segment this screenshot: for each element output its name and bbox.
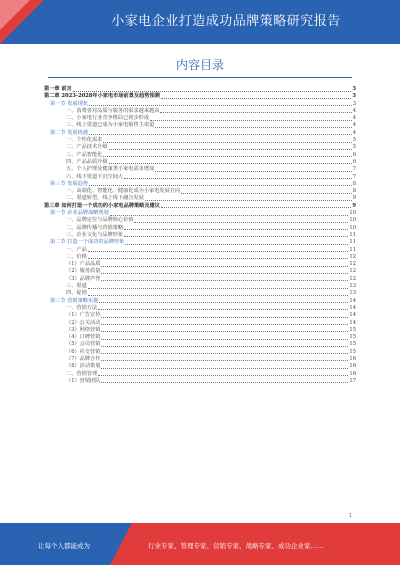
toc-entry-title: 一、个性化需求 [66, 137, 103, 144]
toc-top-rule [48, 77, 352, 78]
toc-leader-dots [101, 324, 348, 325]
toc-leader-dots [101, 353, 348, 354]
toc-entry-page: 15 [349, 341, 356, 348]
toc-entry-page: 3 [352, 86, 356, 92]
toc-leader-dots [98, 375, 348, 376]
toc-entry-page: 14 [349, 312, 356, 319]
toc-entry[interactable] [44, 290, 356, 297]
toc-entry[interactable] [44, 101, 356, 108]
toc-leader-dots [101, 382, 348, 383]
toc-leader-dots [181, 193, 352, 194]
toc-entry[interactable] [44, 166, 356, 173]
toc-leader-dots [101, 280, 348, 281]
toc-leader-dots [88, 258, 349, 259]
toc-leader-dots [101, 317, 348, 318]
toc-entry-page: 11 [349, 246, 356, 253]
toc-entry-title: 二、营销管理 [66, 370, 98, 377]
toc-entry[interactable] [44, 268, 356, 275]
toc-leader-dots [124, 229, 348, 230]
toc-entry-title: 一、营销方法 [66, 304, 98, 311]
toc-entry[interactable] [44, 341, 356, 348]
toc-entry-page: 8 [352, 188, 356, 195]
toc-entry-page: 4 [352, 122, 356, 129]
toc-entry-title: 第三章 如何打造一个成功的小家电品牌策略及建议 [44, 202, 160, 209]
toc-entry-title: （1）广告宣传 [66, 312, 101, 319]
toc-entry[interactable] [44, 130, 356, 137]
footer-slogan-right: 行业专家、管理专家、营销专家、战略专家、成功企业家…… [148, 542, 324, 550]
toc-entry[interactable] [44, 327, 356, 334]
toc-entry-page: 9 [352, 195, 356, 202]
toc-entry[interactable] [44, 298, 356, 305]
toc-entry-title: 第三节 营销策略实施 [50, 297, 99, 304]
toc-entry-title: （2）公关活动 [66, 319, 101, 326]
toc-entry-title: （3）品牌声誉 [66, 275, 101, 282]
toc-entry-title: 四、产品品质升级 [66, 158, 108, 165]
toc-leader-dots [88, 251, 349, 252]
toc-entry-title: 一、消费者对品质与服务的需求越来越高 [66, 107, 160, 114]
toc-entry-title: 第二节 发展机遇 [50, 129, 88, 136]
toc-entry[interactable] [44, 349, 356, 356]
document-title: 小家电企业打造成功品牌策略研究报告 [111, 14, 341, 29]
toc-entry-title: 三、线上渠道已成为小家电销售主渠道 [66, 122, 155, 129]
toc-entry[interactable] [44, 195, 356, 202]
toc-leader-dots [155, 127, 351, 128]
toc-entry-page: 10 [349, 224, 356, 231]
toc-entry-page: 6 [352, 158, 356, 165]
footer-slogan-left: 让每个人都能成为 [38, 542, 90, 550]
toc-entry-title: 第一章 前言 [44, 86, 72, 92]
toc-entry-title: 第一节 发展现状 [50, 100, 88, 107]
toc-leader-dots [161, 207, 351, 208]
table-of-contents [44, 86, 356, 385]
toc-entry-title: 二、渠道转型，线上线下融合发展 [66, 195, 144, 202]
toc-entry-title: 一、产品 [66, 246, 87, 253]
footer-banner [0, 523, 400, 565]
toc-entry-title: 第三节 发展趋势 [50, 180, 88, 187]
toc-entry-page: 14 [349, 304, 356, 311]
toc-entry[interactable] [44, 312, 356, 319]
toc-entry-title: 第二章 2023-2028年小家电市场前景及趋势预测 [44, 93, 160, 100]
toc-leader-dots [101, 273, 348, 274]
toc-leader-dots [88, 295, 349, 296]
toc-entry-page: 10 [349, 210, 356, 217]
toc-entry-title: 二、产品技术升级 [66, 144, 108, 151]
toc-entry-page: 15 [349, 348, 356, 355]
toc-leader-dots [150, 120, 352, 121]
toc-leader-dots [73, 91, 352, 92]
toc-leader-dots [161, 98, 352, 99]
toc-leader-dots [109, 163, 352, 164]
toc-entry-page: 3 [352, 100, 356, 107]
toc-entry-title: （8）活动策划 [66, 363, 101, 370]
toc-entry-title: （1）营销团队 [66, 377, 101, 384]
toc-leader-dots [125, 244, 348, 245]
toc-entry-title: 一、高端化、智能化、健康化成为小家电发展方向 [66, 188, 181, 195]
toc-entry-title: 三、渠道 [66, 283, 87, 290]
toc-entry[interactable] [44, 122, 356, 129]
toc-entry-page: 11 [349, 239, 356, 246]
toc-leader-dots [89, 134, 352, 135]
toc-entry-page: 12 [349, 261, 356, 268]
toc-leader-dots [160, 112, 351, 113]
toc-entry-title: 三、企业文化与品牌形象 [66, 231, 124, 238]
toc-entry-page: 13 [349, 290, 356, 297]
toc-leader-dots [101, 368, 348, 369]
toc-entry-title: （6）社交营销 [66, 348, 101, 355]
toc-entry-page: 14 [349, 319, 356, 326]
toc-entry-title: 第二节 打造一个成功的品牌形象 [50, 239, 125, 246]
toc-leader-dots [101, 360, 348, 361]
toc-entry-page: 7 [352, 173, 356, 180]
toc-entry[interactable] [44, 203, 356, 210]
toc-entry[interactable] [44, 276, 356, 283]
toc-entry-page: 5 [352, 144, 356, 151]
toc-entry-title: 四、促销 [66, 290, 87, 297]
header-accent-highlight [0, 0, 30, 30]
header-banner [0, 0, 400, 44]
toc-leader-dots [101, 346, 348, 347]
toc-entry[interactable] [44, 363, 356, 370]
toc-entry-page: 16 [349, 363, 356, 370]
toc-entry-title: （3）网络营销 [66, 326, 101, 333]
toc-leader-dots [155, 171, 351, 172]
toc-entry-page: 6 [352, 151, 356, 158]
toc-entry-title: 三、产品智能化 [66, 151, 103, 158]
toc-heading: 内容目录 [175, 58, 224, 72]
toc-entry-title: 第一节 企业品牌战略规划 [50, 210, 109, 217]
toc-entry-page: 17 [349, 377, 356, 384]
toc-entry-page: 15 [349, 334, 356, 341]
toc-entry-page: 3 [352, 93, 356, 100]
toc-leader-dots [103, 142, 351, 143]
toc-leader-dots [101, 339, 348, 340]
toc-entry-title: （7）品牌合作 [66, 355, 101, 362]
toc-entry-title: （2）服务质量 [66, 268, 101, 275]
toc-entry-page: 15 [349, 326, 356, 333]
toc-entry[interactable] [44, 152, 356, 159]
toc-entry[interactable] [44, 239, 356, 246]
toc-entry[interactable] [44, 320, 356, 327]
toc-entry-page: 13 [349, 283, 356, 290]
toc-entry[interactable] [44, 217, 356, 224]
toc-entry-page: 4 [352, 129, 356, 136]
toc-entry-title: （4）口碑营销 [66, 334, 101, 341]
toc-leader-dots [124, 178, 352, 179]
toc-entry-page: 14 [349, 297, 356, 304]
toc-entry-page: 5 [352, 137, 356, 144]
toc-entry-title: 二、小家电行业竞争格局已初步形成 [66, 115, 150, 122]
toc-leader-dots [89, 185, 352, 186]
toc-entry-page: 11 [349, 231, 356, 238]
toc-entry[interactable] [44, 247, 356, 254]
toc-entry-page: 10 [349, 217, 356, 224]
toc-leader-dots [99, 302, 348, 303]
toc-entry-page: 9 [352, 202, 356, 209]
toc-entry-page: 8 [352, 180, 356, 187]
toc-leader-dots [101, 331, 348, 332]
toc-entry[interactable] [44, 144, 356, 151]
toc-entry-title: 一、品牌定位与品牌核心价值 [66, 217, 134, 224]
toc-entry[interactable] [44, 378, 356, 385]
toc-leader-dots [103, 156, 351, 157]
toc-entry-title: 二、价格 [66, 253, 87, 260]
toc-leader-dots [145, 200, 352, 201]
toc-leader-dots [89, 105, 352, 106]
toc-leader-dots [101, 266, 348, 267]
toc-entry-page: 12 [349, 275, 356, 282]
toc-entry[interactable] [44, 174, 356, 181]
toc-entry-page: 7 [352, 166, 356, 173]
toc-leader-dots [124, 236, 348, 237]
toc-entry[interactable] [44, 371, 356, 378]
toc-entry[interactable] [44, 93, 356, 100]
toc-entry[interactable] [44, 283, 356, 290]
toc-leader-dots [110, 215, 349, 216]
toc-entry-title: 二、品牌传播与营销策略 [66, 224, 124, 231]
toc-entry-page: 4 [352, 107, 356, 114]
footer-slant-shape [110, 523, 132, 565]
toc-entry-title: 六、线下渠道下沉空间大 [66, 173, 124, 180]
toc-leader-dots [109, 149, 352, 150]
toc-entry-page: 16 [349, 355, 356, 362]
toc-entry-title: （5）会员营销 [66, 341, 101, 348]
page-number: 1 [348, 513, 352, 519]
toc-entry-page: 12 [349, 268, 356, 275]
toc-entry-page: 16 [349, 370, 356, 377]
toc-leader-dots [98, 309, 348, 310]
toc-entry[interactable] [44, 225, 356, 232]
toc-entry-page: 12 [349, 253, 356, 260]
toc-leader-dots [88, 288, 349, 289]
toc-entry-title: 五、个人护理及健康类小家电需求增加 [66, 166, 155, 173]
toc-entry-title: （1）产品品质 [66, 261, 101, 268]
toc-entry-page: 4 [352, 115, 356, 122]
toc-leader-dots [134, 222, 348, 223]
